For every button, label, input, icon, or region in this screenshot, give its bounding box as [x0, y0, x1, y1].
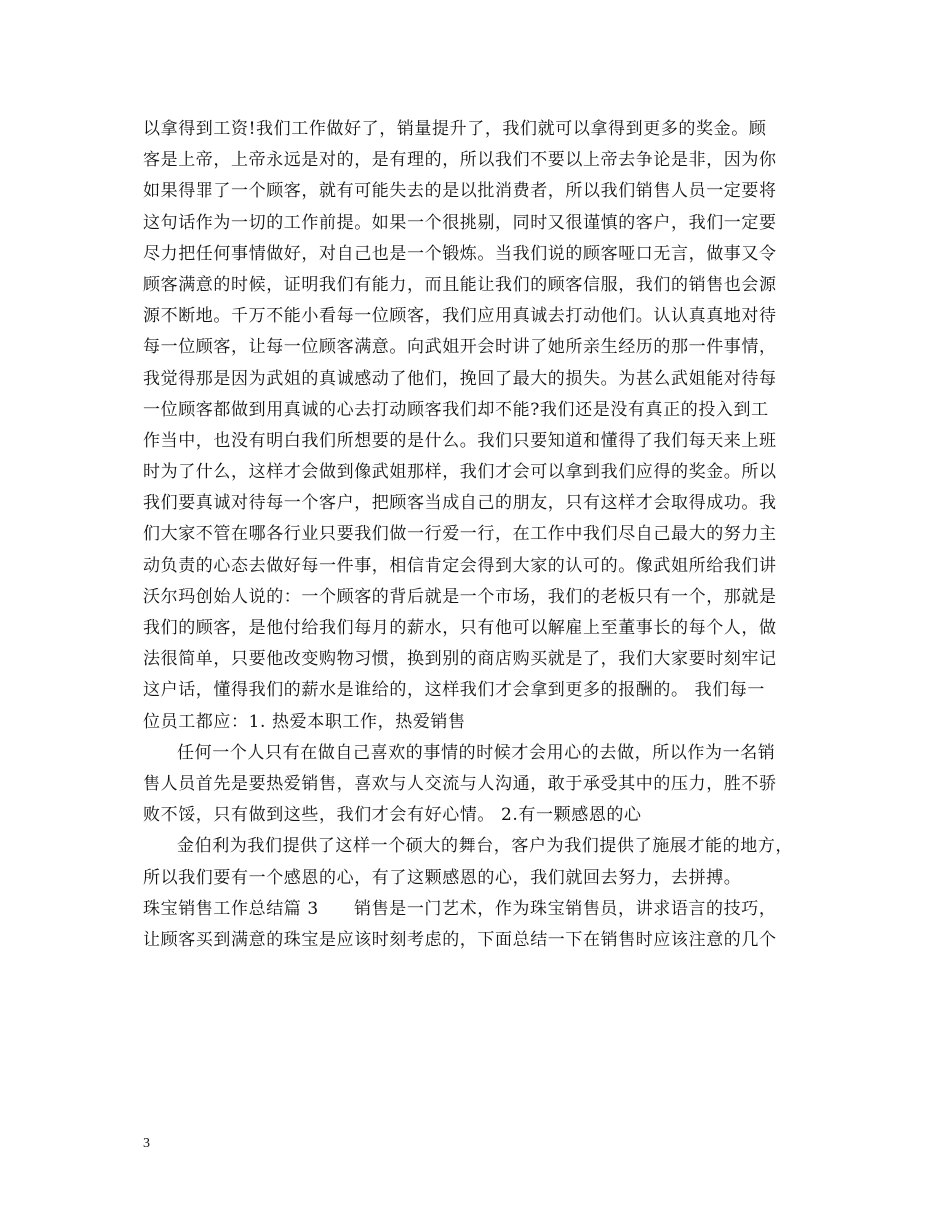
text-line: 动负责的心态去做好每一件事，相信肯定会得到大家的认可的。像武姐所给我们讲	[143, 555, 777, 576]
text-line: 尽力把任何事情做好，对自己也是一个锻炼。当我们说的顾客哑口无言，做事又令	[143, 243, 777, 264]
text-line: 我们要真诚对待每一个客户，把顾客当成自己的朋友，只有这样才会取得成功。我	[143, 493, 777, 514]
text-line: 所以我们要有一个感恩的心，有了这颗感恩的心，我们就回去努力，去拼搏。	[143, 867, 742, 888]
text-line: 源不断地。千万不能小看每一位顾客，我们应用真诚去打动他们。认认真真地对待	[143, 306, 777, 327]
text-line: 珠宝销售工作总结篇 3 销售是一门艺术，作为珠宝销售员，讲求语言的技巧，	[143, 898, 777, 919]
text-line: 这句话作为一切的工作前提。如果一个很挑剔，同时又很谨慎的客户，我们一定要	[143, 212, 777, 233]
text-line: 我觉得那是因为武姐的真诚感动了他们，挽回了最大的损失。为甚么武姐能对待每	[143, 368, 777, 389]
text-line: 一位顾客都做到用真诚的心去打动顾客我们却不能?我们还是没有真正的投入到工	[143, 399, 769, 420]
text-line: 售人员首先是要热爱销售，喜欢与人交流与人沟通，敢于承受其中的压力，胜不骄	[143, 773, 777, 794]
text-line: 我们的顾客，是他付给我们每月的薪水，只有他可以解雇上至董事长的每个人，做	[143, 618, 777, 638]
text-line: 每一位顾客，让每一位顾客满意。向武姐开会时讲了她所亲生经历的那一件事情，	[143, 337, 777, 358]
text-line: 客是上帝，上帝永远是对的，是有理的，所以我们不要以上帝去争论是非，因为你	[143, 150, 777, 171]
text-line: 法很简单，只要他改变购物习惯，换到别的商店购买就是了，我们大家要时刻牢记	[143, 649, 777, 670]
text-line: 沃尔玛创始人说的：一个顾客的背后就是一个市场，我们的老板只有一个，那就是	[143, 586, 777, 607]
text-line: 时为了什么，这样才会做到像武姐那样，我们才会可以拿到我们应得的奖金。所以	[143, 462, 777, 483]
text-line: 位员工都应：1. 热爱本职工作，热爱销售	[143, 711, 466, 732]
text-line: 败不馁，只有做到这些，我们才会有好心情。 2.有一颗感恩的心	[143, 805, 642, 826]
text-line: 以拿得到工资!我们工作做好了，销量提升了，我们就可以拿得到更多的奖金。顾	[143, 119, 767, 139]
text-line: 作当中，也没有明白我们所想要的是什么。我们只要知道和懂得了我们每天来上班	[143, 430, 777, 451]
text-line: 顾客满意的时候，证明我们有能力，而且能让我们的顾客信服，我们的销售也会源	[143, 274, 777, 295]
text-line: 们大家不管在哪各行业只要我们做一行爱一行，在工作中我们尽自己最大的努力主	[143, 524, 777, 545]
text-line: 如果得罪了一个顾客，就有可能失去的是以批消费者，所以我们销售人员一定要将	[143, 181, 777, 202]
page-number: 3	[143, 1136, 150, 1151]
text-line: 金伯利为我们提供了这样一个硕大的舞台，客户为我们提供了施展才能的地方，	[177, 836, 793, 857]
text-line: 让顾客买到满意的珠宝是应该时刻考虑的，下面总结一下在销售时应该注意的几个	[143, 929, 777, 950]
text-line: 任何一个人只有在做自己喜欢的事情的时候才会用心的去做，所以作为一名销	[177, 742, 776, 763]
text-line: 这户话，懂得我们的薪水是谁给的，这样我们才会拿到更多的报酬的。 我们每一	[143, 680, 766, 701]
body-text	[143, 114, 833, 956]
